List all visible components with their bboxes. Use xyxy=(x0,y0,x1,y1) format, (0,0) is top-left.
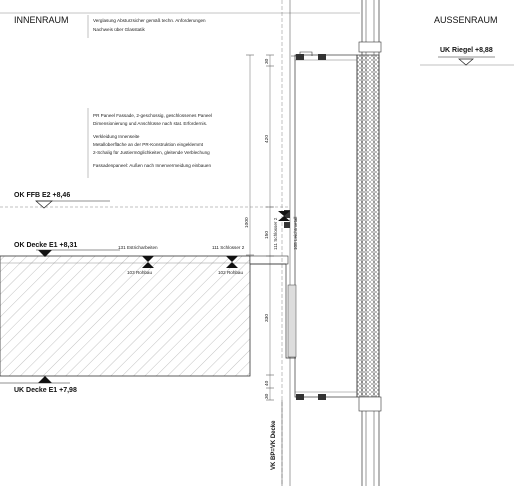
inner-cladding-panel xyxy=(288,285,296,357)
top-anchor-2 xyxy=(318,54,326,60)
ok-decke-level-label: OK Decke E1 +8,31 xyxy=(14,242,78,249)
cladding-note-line-2: Metalloberfläche an der PR-Konstruktion eingeklemmt xyxy=(93,142,204,147)
vk-label: VK BP=VK Decke xyxy=(271,420,277,470)
dim-40: 40 xyxy=(265,380,270,386)
glazing-note-line-1: Verglasung Absturzsicher gemäß techn. Anforderungen xyxy=(93,18,206,23)
ffb-level-marker xyxy=(36,201,52,208)
riegel-level-marker xyxy=(459,59,473,65)
dim-330: 330 xyxy=(265,313,270,322)
dim-1000: 1000 xyxy=(245,217,250,228)
estrich-label: 131 Estricharbeiten xyxy=(118,245,158,250)
dim-420: 420 xyxy=(265,134,270,143)
bottom-anchor xyxy=(296,394,304,400)
dim-30-bottom: 30 xyxy=(265,393,270,399)
dim-30-top: 30 xyxy=(265,58,270,64)
inside-room-label: INNENRAUM xyxy=(14,15,69,25)
leichtmetall-label: 108 Leichtmetall xyxy=(293,216,298,250)
top-anchor xyxy=(296,54,304,60)
bottom-anchor-2 xyxy=(318,394,326,400)
glazing-note-line-2: Nachweis über Glasstatik xyxy=(93,27,145,32)
rohbau-right-label: 102 Rohbau xyxy=(218,270,244,275)
outside-room-label: AUSSENRAUM xyxy=(434,15,498,25)
uk-decke-level-label: UK Decke E1 +7,98 xyxy=(14,387,77,394)
top-mullion-clamp xyxy=(359,42,381,52)
connection-bracket-mid xyxy=(284,222,290,228)
cladding-note-line-1: Verkleidung Innenseite xyxy=(93,134,140,139)
slab-section xyxy=(0,256,250,376)
bottom-mullion-clamp xyxy=(359,397,381,411)
panel-note-line-1: Fassadenpaneel: Außen nach Innenvermeidung einbauen xyxy=(93,163,211,168)
facade-panel xyxy=(295,55,357,397)
insulation-panel xyxy=(357,55,379,397)
rohbau-left-label: 103 Rohbau xyxy=(127,270,153,275)
dim-150: 150 xyxy=(265,230,270,239)
slab-edge-angle xyxy=(250,256,288,264)
ok-ffb-level-label: OK FFB E2 +8,46 xyxy=(14,192,71,199)
schlosser-top-label: 111 Schlosser 2 xyxy=(212,245,245,250)
cladding-note-line-3: 2-Schalig für Justiermöglichkeiten, gleitende Verblechung xyxy=(93,150,210,155)
schlosser-vertical-label: 111 Schlosser 2 xyxy=(273,217,278,250)
pr-note-line-2: Dimensionierung und Anschlüsse nach stat. Erfordernis. xyxy=(93,121,208,126)
uk-riegel-level-label: UK Riegel +8,88 xyxy=(440,47,493,54)
pr-note-line-1: PR Paneel Fassade, 2-geschossig, geschlossenes Paneel xyxy=(93,113,212,118)
decke-bottom-level-marker xyxy=(38,376,52,383)
